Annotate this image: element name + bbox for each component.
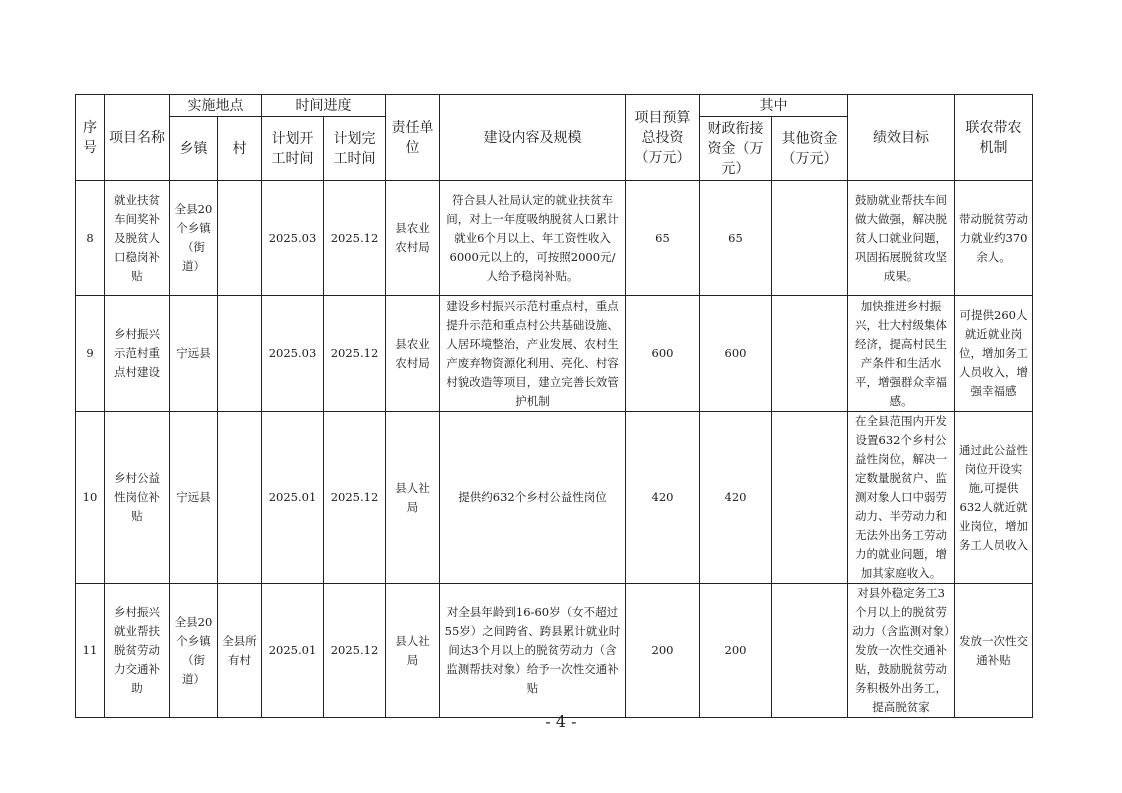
row-budget: 600 xyxy=(626,296,700,412)
row-linkage: 通过此公益性岗位开设实施,可提供632人就近就业岗位，增加务工人员收入 xyxy=(955,412,1033,584)
row-village xyxy=(218,296,262,412)
row-unit: 县农业农村局 xyxy=(386,296,440,412)
header-performance: 绩效目标 xyxy=(848,95,955,181)
header-linkage: 联农带农机制 xyxy=(955,95,1033,181)
row-start: 2025.03 xyxy=(262,181,324,296)
row-budget: 65 xyxy=(626,181,700,296)
row-other xyxy=(772,412,848,584)
row-linkage: 可提供260人就近就业岗位，增加务工人员收入，增强幸福感 xyxy=(955,296,1033,412)
row-village xyxy=(218,412,262,584)
page-number: - 4 - xyxy=(545,712,577,731)
table-row xyxy=(76,181,1033,296)
row-budget: 200 xyxy=(626,584,700,718)
row-budget: 420 xyxy=(626,412,700,584)
row-end: 2025.12 xyxy=(324,296,386,412)
row-unit: 县人社局 xyxy=(386,584,440,718)
row-fiscal: 420 xyxy=(700,412,772,584)
row-seq: 10 xyxy=(76,412,105,584)
header-plan-end: 计划完工时间 xyxy=(324,117,386,181)
row-end: 2025.12 xyxy=(324,584,386,718)
header-content: 建设内容及规模 xyxy=(440,95,626,181)
row-performance: 加快推进乡村振兴，壮大村级集体经济，提高村民生产条件和生活水平，增强群众幸福感。 xyxy=(848,296,955,412)
header-among: 其中 xyxy=(700,95,848,117)
row-town: 宁远县 xyxy=(170,296,218,412)
row-content: 提供约632个乡村公益性岗位 xyxy=(440,412,626,584)
row-unit: 县人社局 xyxy=(386,412,440,584)
row-other xyxy=(772,181,848,296)
table-row xyxy=(76,412,1033,584)
row-seq: 9 xyxy=(76,296,105,412)
row-fiscal: 65 xyxy=(700,181,772,296)
header-town: 乡镇 xyxy=(170,117,218,181)
header-fiscal: 财政衔接资金（万元） xyxy=(700,117,772,181)
row-town: 全县20个乡镇（街道） xyxy=(170,584,218,718)
row-end: 2025.12 xyxy=(324,412,386,584)
header-row-1 xyxy=(76,95,1033,117)
row-seq: 8 xyxy=(76,181,105,296)
header-other-funds: 其他资金（万元） xyxy=(772,117,848,181)
row-village xyxy=(218,181,262,296)
row-start: 2025.01 xyxy=(262,584,324,718)
header-responsible: 责任单位 xyxy=(386,95,440,181)
header-budget: 项目预算总投资（万元） xyxy=(626,95,700,181)
header-project-name: 项目名称 xyxy=(105,95,170,181)
row-content: 符合县人社局认定的就业扶贫车间，对上一年度吸纳脱贫人口累计就业6个月以上、年工资性收入6000元以上的，可按照2000元/人给予稳岗补贴。 xyxy=(440,181,626,296)
row-fiscal: 200 xyxy=(700,584,772,718)
row-project-name: 乡村振兴示范村重点村建设 xyxy=(105,296,170,412)
project-table xyxy=(75,94,1033,718)
row-performance: 对县外稳定务工3个月以上的脱贫劳动力（含监测对象）发放一次性交通补贴，鼓励脱贫劳动务积极外出务工，提高脱贫家 xyxy=(848,584,955,718)
row-linkage: 带动脱贫劳动力就业约370余人。 xyxy=(955,181,1033,296)
table-row xyxy=(76,584,1033,718)
header-seq: 序号 xyxy=(76,95,105,181)
row-project-name: 乡村公益性岗位补贴 xyxy=(105,412,170,584)
row-town: 全县20个乡镇（街道） xyxy=(170,181,218,296)
header-schedule: 时间进度 xyxy=(262,95,386,117)
row-town: 宁远县 xyxy=(170,412,218,584)
row-end: 2025.12 xyxy=(324,181,386,296)
row-linkage: 发放一次性交通补贴 xyxy=(955,584,1033,718)
row-project-name: 就业扶贫车间奖补及脱贫人口稳岗补贴 xyxy=(105,181,170,296)
row-unit: 县农业农村局 xyxy=(386,181,440,296)
row-content: 建设乡村振兴示范村重点村，重点提升示范和重点村公共基础设施、人居环境整治，产业发展、农村生产废弃物资源化利用、亮化、村容村貌改造等项目，建立完善长效管护机制 xyxy=(440,296,626,412)
header-village: 村 xyxy=(218,117,262,181)
row-seq: 11 xyxy=(76,584,105,718)
row-other xyxy=(772,584,848,718)
row-content: 对全县年龄到16-60岁（女不超过55岁）之间跨省、跨县累计就业时间达3个月以上的脱贫劳动力（含监测帮扶对象）给予一次性交通补贴 xyxy=(440,584,626,718)
header-location: 实施地点 xyxy=(170,95,262,117)
row-project-name: 乡村振兴就业帮扶脱贫劳动力交通补助 xyxy=(105,584,170,718)
row-performance: 在全县范围内开发设置632个乡村公益性岗位，解决一定数量脱贫户、监测对象人口中弱劳动力、半劳动力和无法外出务工劳动力的就业问题，增加其家庭收入。 xyxy=(848,412,955,584)
table-row xyxy=(76,296,1033,412)
row-start: 2025.01 xyxy=(262,412,324,584)
row-village: 全县所有村 xyxy=(218,584,262,718)
row-fiscal: 600 xyxy=(700,296,772,412)
row-start: 2025.03 xyxy=(262,296,324,412)
header-plan-start: 计划开工时间 xyxy=(262,117,324,181)
row-performance: 鼓励就业帮扶车间做大做强，解决脱贫人口就业问题，巩固拓展脱贫攻坚成果。 xyxy=(848,181,955,296)
row-other xyxy=(772,296,848,412)
